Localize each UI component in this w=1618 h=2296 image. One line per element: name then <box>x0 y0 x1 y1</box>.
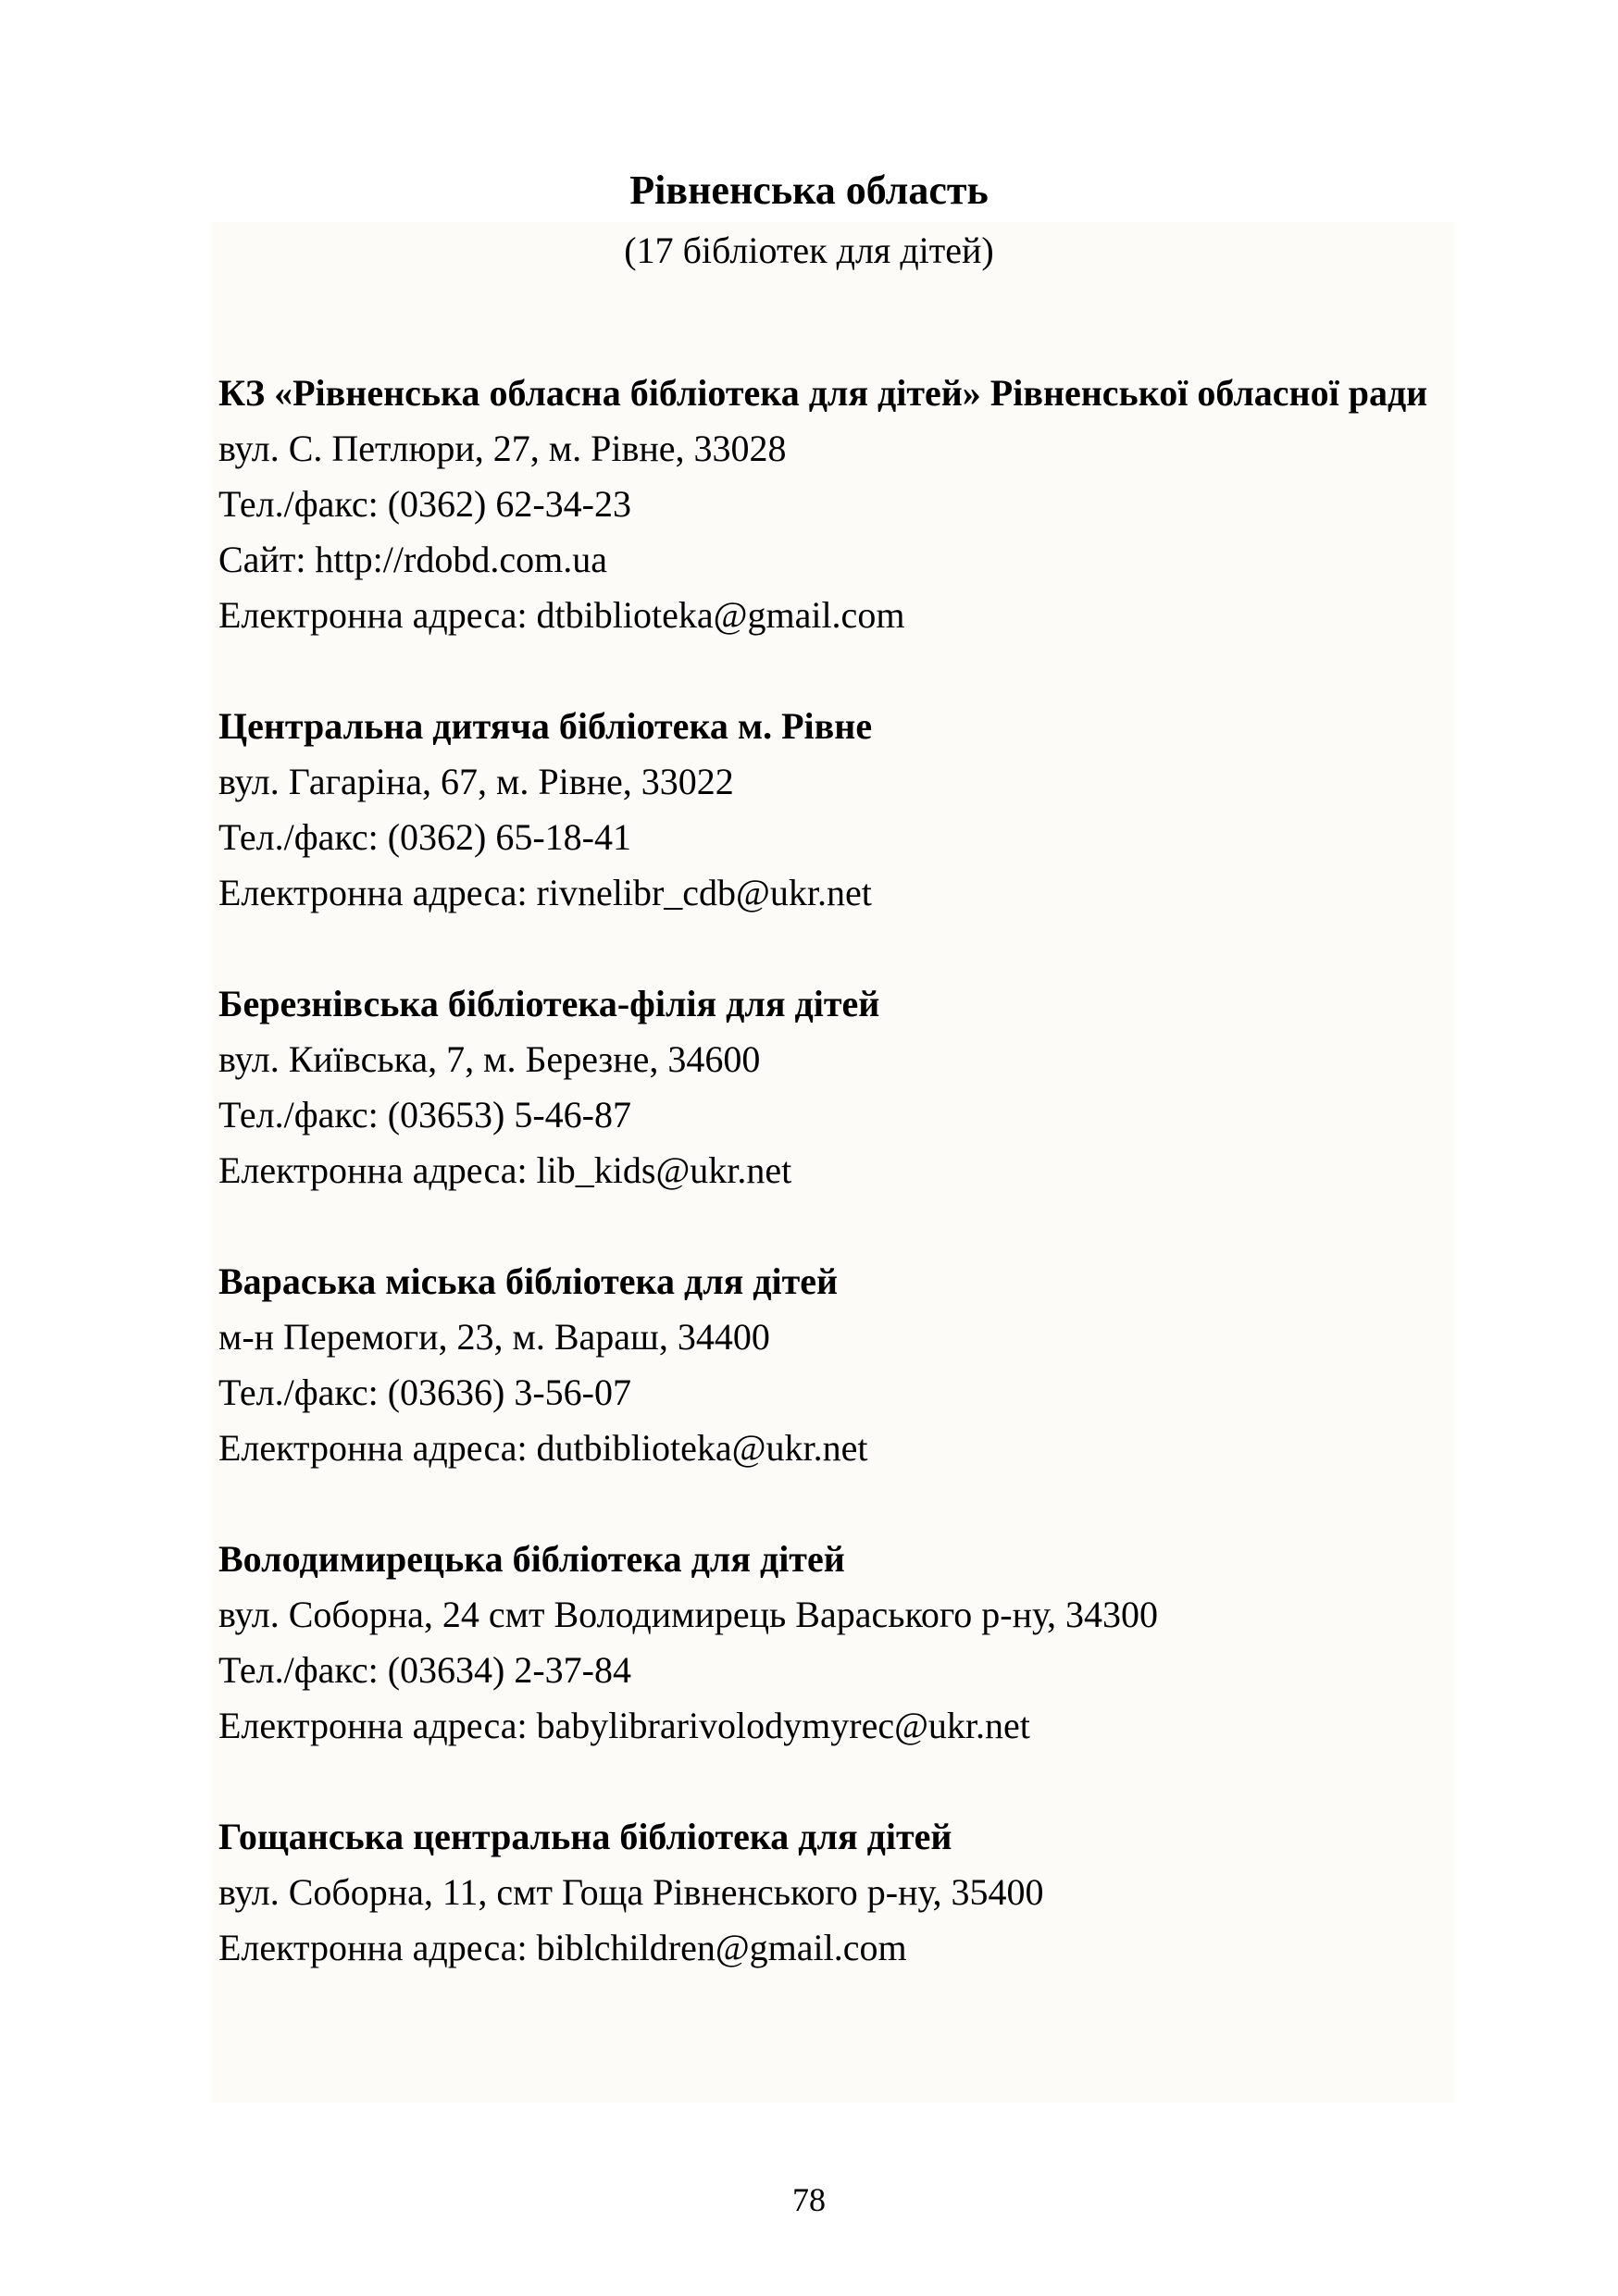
library-list <box>218 366 1451 2031</box>
library-phone: Тел./факс: (03636) 3-56-07 <box>218 1371 631 1413</box>
library-entry <box>218 1254 1451 1476</box>
library-name: Гощанська центральна бібліотека для дітей <box>218 1816 952 1857</box>
library-address: вул. Соборна, 11, смт Гоща Рівненського р-ну, 35400 <box>218 1871 1044 1913</box>
library-entry <box>218 699 1451 921</box>
library-address: вул. Соборна, 24 смт Володимирець Вараського р-ну, 34300 <box>218 1594 1159 1635</box>
library-address: вул. Гагаріна, 67, м. Рівне, 33022 <box>218 761 734 802</box>
library-phone: Тел./факс: (03653) 5-46-87 <box>218 1094 631 1136</box>
library-address: вул. Київська, 7, м. Березне, 34600 <box>218 1038 761 1080</box>
library-phone: Тел./факс: (03634) 2-37-84 <box>218 1649 631 1691</box>
library-name: Вараська міська бібліотека для дітей <box>218 1260 839 1302</box>
page-subtitle: (17 бібліотек для дітей) <box>624 230 994 271</box>
library-entry <box>218 976 1451 1198</box>
library-email: Електронна адреса: dutbiblioteka@ukr.net <box>218 1427 868 1469</box>
library-phone: Тел./факс: (0362) 62-34-23 <box>218 483 631 525</box>
library-phone: Тел./факс: (0362) 65-18-41 <box>218 816 631 858</box>
library-name: КЗ «Рівненська обласна бібліотека для дітей» Рівненської обласної ради <box>218 372 1428 414</box>
page-title: Рівненська область <box>629 168 989 213</box>
library-email: Електронна адреса: biblchildren@gmail.com <box>218 1927 907 1968</box>
library-address: м-н Перемоги, 23, м. Вараш, 34400 <box>218 1316 770 1358</box>
library-entry <box>218 1532 1451 1754</box>
library-entry <box>218 1809 1451 1976</box>
library-email: Електронна адреса: lib_kids@ukr.net <box>218 1149 792 1191</box>
page-number: 78 <box>792 2181 826 2218</box>
library-name: Березнівська бібліотека-філія для дітей <box>218 983 880 1024</box>
library-site: Сайт: http://rdobd.com.ua <box>218 539 607 580</box>
library-email: Електронна адреса: dtbiblioteka@gmail.com <box>218 594 905 636</box>
library-address: вул. С. Петлюри, 27, м. Рівне, 33028 <box>218 428 787 469</box>
library-name: Центральна дитяча бібліотека м. Рівне <box>218 705 873 747</box>
library-name: Володимирецька бібліотека для дітей <box>218 1538 845 1580</box>
library-email: Електронна адреса: babylibrarivolodymyrec@ukr.net <box>218 1705 1030 1746</box>
library-email: Електронна адреса: rivnelibr_cdb@ukr.net <box>218 872 872 913</box>
library-entry <box>218 366 1451 643</box>
